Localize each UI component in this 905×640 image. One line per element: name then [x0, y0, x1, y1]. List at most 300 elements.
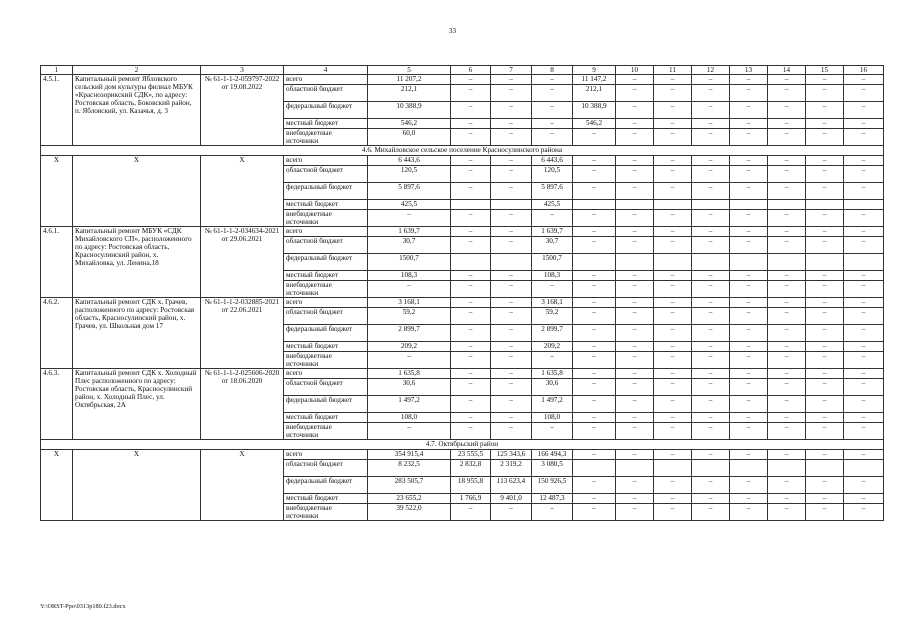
value-cell: –: [768, 396, 806, 413]
value-cell: –: [730, 183, 768, 200]
value-cell: –: [532, 119, 573, 129]
value-cell: 23 555,5: [451, 450, 491, 460]
page-number: 33: [449, 27, 456, 35]
value-cell: 108,3: [532, 271, 573, 281]
value-cell: –: [806, 379, 844, 396]
document-reference: Х: [201, 156, 284, 227]
value-cell: –: [768, 325, 806, 342]
value-cell: –: [730, 75, 768, 85]
value-cell: [616, 254, 654, 271]
value-cell: –: [451, 129, 491, 146]
value-cell: [692, 254, 730, 271]
value-cell: –: [806, 308, 844, 325]
value-cell: 3 168,1: [368, 298, 451, 308]
value-cell: –: [616, 75, 654, 85]
value-cell: 209,2: [532, 342, 573, 352]
value-cell: –: [654, 413, 692, 423]
value-cell: –: [844, 298, 884, 308]
value-cell: –: [730, 271, 768, 281]
value-cell: 12 487,3: [532, 494, 573, 504]
value-cell: –: [616, 119, 654, 129]
value-cell: –: [768, 156, 806, 166]
value-cell: 546,2: [368, 119, 451, 129]
value-cell: –: [491, 85, 532, 102]
value-cell: –: [616, 369, 654, 379]
value-cell: –: [573, 271, 616, 281]
value-cell: [573, 460, 616, 477]
value-cell: –: [616, 298, 654, 308]
value-cell: 1500,7: [532, 254, 573, 271]
value-cell: –: [844, 271, 884, 281]
value-cell: –: [730, 396, 768, 413]
value-cell: –: [573, 210, 616, 227]
value-cell: [844, 460, 884, 477]
value-cell: –: [730, 369, 768, 379]
value-cell: 9 401,0: [491, 494, 532, 504]
column-number-cell: 3: [201, 66, 284, 75]
funding-source-label: внебюджетные источники: [284, 210, 368, 227]
value-cell: –: [654, 102, 692, 119]
value-cell: –: [692, 281, 730, 298]
value-cell: –: [692, 494, 730, 504]
value-cell: [692, 460, 730, 477]
value-cell: –: [491, 210, 532, 227]
value-cell: –: [573, 396, 616, 413]
value-cell: –: [491, 396, 532, 413]
value-cell: –: [491, 227, 532, 237]
item-number: 4.6.3.: [41, 369, 73, 440]
value-cell: 108,0: [532, 413, 573, 423]
value-cell: –: [573, 308, 616, 325]
value-cell: –: [532, 281, 573, 298]
value-cell: 30,6: [368, 379, 451, 396]
funding-source-label: местный бюджет: [284, 413, 368, 423]
value-cell: –: [844, 156, 884, 166]
value-cell: [491, 200, 532, 210]
value-cell: –: [768, 166, 806, 183]
value-cell: 3 168,1: [532, 298, 573, 308]
value-cell: –: [806, 281, 844, 298]
value-cell: 11 147,2: [573, 75, 616, 85]
column-number-cell: 10: [616, 66, 654, 75]
value-cell: –: [768, 423, 806, 440]
funding-source-label: внебюджетные источники: [284, 352, 368, 369]
value-cell: –: [768, 210, 806, 227]
value-cell: [616, 460, 654, 477]
value-cell: –: [616, 156, 654, 166]
value-cell: 425,5: [368, 200, 451, 210]
value-cell: –: [491, 119, 532, 129]
value-cell: –: [844, 210, 884, 227]
value-cell: –: [730, 504, 768, 521]
funding-source-label: внебюджетные источники: [284, 423, 368, 440]
value-cell: –: [692, 75, 730, 85]
value-cell: –: [451, 85, 491, 102]
value-cell: 212,1: [368, 85, 451, 102]
value-cell: –: [692, 352, 730, 369]
value-cell: –: [730, 281, 768, 298]
value-cell: –: [491, 413, 532, 423]
value-cell: –: [692, 166, 730, 183]
value-cell: –: [654, 450, 692, 460]
value-cell: –: [451, 352, 491, 369]
funding-source-label: федеральный бюджет: [284, 102, 368, 119]
value-cell: –: [491, 271, 532, 281]
value-cell: [768, 200, 806, 210]
value-cell: –: [451, 119, 491, 129]
document-reference: № 61-1-1-2-032885-2021 от 22.06.2021: [201, 298, 284, 369]
value-cell: [768, 460, 806, 477]
value-cell: –: [730, 237, 768, 254]
value-cell: –: [368, 210, 451, 227]
value-cell: –: [730, 298, 768, 308]
value-cell: –: [654, 119, 692, 129]
value-cell: –: [844, 227, 884, 237]
funding-source-label: областной бюджет: [284, 460, 368, 477]
value-cell: 108,3: [368, 271, 451, 281]
value-cell: –: [616, 85, 654, 102]
value-cell: [654, 254, 692, 271]
value-cell: –: [451, 504, 491, 521]
value-cell: –: [692, 369, 730, 379]
column-number-cell: 15: [806, 66, 844, 75]
value-cell: –: [768, 379, 806, 396]
document-reference: № 61-1-1-2-059797-2022 от 19.08.2022: [201, 75, 284, 146]
value-cell: –: [730, 413, 768, 423]
funding-source-label: областной бюджет: [284, 379, 368, 396]
value-cell: –: [844, 423, 884, 440]
value-cell: 11 207,2: [368, 75, 451, 85]
value-cell: –: [573, 237, 616, 254]
funding-source-label: областной бюджет: [284, 166, 368, 183]
value-cell: [451, 254, 491, 271]
value-cell: –: [573, 504, 616, 521]
column-number-cell: 2: [73, 66, 201, 75]
value-cell: –: [616, 342, 654, 352]
value-cell: –: [491, 102, 532, 119]
value-cell: –: [491, 342, 532, 352]
value-cell: –: [844, 369, 884, 379]
value-cell: –: [491, 325, 532, 342]
document-reference: № 61-1-1-2-034634-2021 от 29.06.2021: [201, 227, 284, 298]
value-cell: –: [573, 450, 616, 460]
value-cell: –: [654, 352, 692, 369]
value-cell: 1 635,8: [532, 369, 573, 379]
funding-source-label: всего: [284, 298, 368, 308]
value-cell: –: [491, 379, 532, 396]
value-cell: –: [806, 183, 844, 200]
value-cell: –: [730, 119, 768, 129]
value-cell: –: [692, 102, 730, 119]
funding-source-label: внебюджетные источники: [284, 129, 368, 146]
value-cell: –: [730, 85, 768, 102]
value-cell: 108,0: [368, 413, 451, 423]
value-cell: [654, 200, 692, 210]
value-cell: –: [730, 129, 768, 146]
value-cell: –: [573, 325, 616, 342]
value-cell: –: [616, 396, 654, 413]
funding-source-label: федеральный бюджет: [284, 477, 368, 494]
table-row: [41, 75, 884, 85]
value-cell: 283 505,7: [368, 477, 451, 494]
value-cell: –: [491, 183, 532, 200]
value-cell: –: [491, 129, 532, 146]
value-cell: –: [573, 352, 616, 369]
funding-source-label: местный бюджет: [284, 494, 368, 504]
value-cell: –: [730, 494, 768, 504]
value-cell: –: [491, 308, 532, 325]
value-cell: –: [491, 156, 532, 166]
object-name: Капитальный ремонт Ябловского сельский дом культуры филиал МБУК «Краснозорикский СДК», по адресу: Ростовская область, Боковский район, п. Ябловский, ул. Казачья, д. 3: [73, 75, 201, 146]
value-cell: 2 832,8: [451, 460, 491, 477]
value-cell: 125 343,6: [491, 450, 532, 460]
funding-source-label: всего: [284, 450, 368, 460]
value-cell: –: [806, 423, 844, 440]
value-cell: –: [768, 494, 806, 504]
value-cell: –: [491, 166, 532, 183]
value-cell: –: [451, 379, 491, 396]
value-cell: 2 899,7: [532, 325, 573, 342]
value-cell: –: [806, 119, 844, 129]
value-cell: –: [616, 494, 654, 504]
value-cell: –: [532, 504, 573, 521]
funding-source-label: всего: [284, 156, 368, 166]
value-cell: –: [491, 298, 532, 308]
value-cell: –: [692, 325, 730, 342]
value-cell: –: [491, 352, 532, 369]
value-cell: –: [654, 379, 692, 396]
value-cell: 10 388,9: [368, 102, 451, 119]
value-cell: –: [692, 450, 730, 460]
value-cell: –: [806, 129, 844, 146]
value-cell: –: [844, 477, 884, 494]
value-cell: 30,7: [532, 237, 573, 254]
value-cell: –: [654, 423, 692, 440]
value-cell: –: [451, 423, 491, 440]
value-cell: –: [616, 129, 654, 146]
value-cell: –: [451, 281, 491, 298]
table-row: [41, 369, 884, 379]
value-cell: –: [730, 379, 768, 396]
value-cell: –: [844, 342, 884, 352]
value-cell: –: [654, 85, 692, 102]
section-header-row: [41, 440, 884, 450]
value-cell: –: [692, 156, 730, 166]
value-cell: –: [532, 129, 573, 146]
item-number: Х: [41, 156, 73, 227]
value-cell: –: [692, 237, 730, 254]
column-number-cell: 12: [692, 66, 730, 75]
value-cell: –: [692, 342, 730, 352]
item-number: 4.6.2.: [41, 298, 73, 369]
value-cell: 2 899,7: [368, 325, 451, 342]
value-cell: –: [616, 413, 654, 423]
value-cell: –: [451, 308, 491, 325]
value-cell: –: [806, 237, 844, 254]
value-cell: 425,5: [532, 200, 573, 210]
funding-source-label: федеральный бюджет: [284, 396, 368, 413]
value-cell: –: [616, 423, 654, 440]
value-cell: –: [844, 352, 884, 369]
value-cell: –: [806, 450, 844, 460]
value-cell: –: [451, 237, 491, 254]
value-cell: –: [451, 342, 491, 352]
value-cell: –: [692, 413, 730, 423]
value-cell: –: [692, 504, 730, 521]
value-cell: –: [730, 308, 768, 325]
value-cell: 166 494,3: [532, 450, 573, 460]
value-cell: –: [806, 85, 844, 102]
value-cell: –: [573, 369, 616, 379]
value-cell: 59,2: [532, 308, 573, 325]
value-cell: 30,6: [532, 379, 573, 396]
value-cell: 2 319,2: [491, 460, 532, 477]
column-number-cell: 4: [284, 66, 368, 75]
value-cell: –: [768, 237, 806, 254]
value-cell: –: [692, 129, 730, 146]
value-cell: –: [806, 325, 844, 342]
value-cell: –: [616, 450, 654, 460]
value-cell: –: [654, 342, 692, 352]
value-cell: 120,5: [532, 166, 573, 183]
value-cell: 6 443,6: [532, 156, 573, 166]
value-cell: 1500,7: [368, 254, 451, 271]
value-cell: –: [692, 477, 730, 494]
value-cell: –: [654, 271, 692, 281]
value-cell: –: [692, 271, 730, 281]
value-cell: –: [692, 227, 730, 237]
column-number-cell: 7: [491, 66, 532, 75]
value-cell: –: [616, 352, 654, 369]
column-number-cell: 14: [768, 66, 806, 75]
value-cell: –: [368, 423, 451, 440]
value-cell: –: [768, 413, 806, 423]
column-number-cell: 16: [844, 66, 884, 75]
value-cell: –: [730, 477, 768, 494]
value-cell: –: [451, 271, 491, 281]
value-cell: 23 655,2: [368, 494, 451, 504]
value-cell: –: [368, 281, 451, 298]
value-cell: –: [806, 396, 844, 413]
value-cell: –: [806, 210, 844, 227]
value-cell: –: [616, 504, 654, 521]
value-cell: –: [573, 423, 616, 440]
value-cell: [616, 200, 654, 210]
value-cell: –: [844, 308, 884, 325]
value-cell: –: [806, 156, 844, 166]
column-number-cell: 5: [368, 66, 451, 75]
funding-source-label: внебюджетные источники: [284, 281, 368, 298]
value-cell: –: [573, 129, 616, 146]
value-cell: 5 897,6: [532, 183, 573, 200]
value-cell: –: [692, 183, 730, 200]
value-cell: –: [573, 281, 616, 298]
object-name: Х: [73, 450, 201, 521]
value-cell: –: [654, 477, 692, 494]
value-cell: 18 955,8: [451, 477, 491, 494]
table-row: [41, 450, 884, 460]
value-cell: 3 080,5: [532, 460, 573, 477]
value-cell: –: [654, 237, 692, 254]
value-cell: –: [573, 183, 616, 200]
value-cell: –: [844, 504, 884, 521]
value-cell: –: [806, 298, 844, 308]
value-cell: –: [573, 166, 616, 183]
value-cell: –: [451, 75, 491, 85]
section-title: 4.7. Октябрьский район: [41, 440, 884, 450]
column-number-row: [41, 66, 884, 75]
value-cell: [768, 254, 806, 271]
value-cell: –: [730, 342, 768, 352]
value-cell: –: [730, 325, 768, 342]
value-cell: –: [491, 423, 532, 440]
value-cell: –: [844, 166, 884, 183]
value-cell: –: [654, 227, 692, 237]
value-cell: –: [616, 271, 654, 281]
value-cell: 150 926,5: [532, 477, 573, 494]
value-cell: –: [451, 183, 491, 200]
value-cell: [730, 200, 768, 210]
funding-source-label: всего: [284, 227, 368, 237]
value-cell: –: [768, 227, 806, 237]
value-cell: –: [768, 85, 806, 102]
value-cell: 1 497,2: [368, 396, 451, 413]
value-cell: –: [616, 308, 654, 325]
value-cell: –: [730, 423, 768, 440]
value-cell: –: [768, 281, 806, 298]
value-cell: –: [573, 342, 616, 352]
value-cell: –: [768, 450, 806, 460]
value-cell: –: [451, 102, 491, 119]
budget-table: [40, 65, 884, 521]
value-cell: –: [451, 298, 491, 308]
value-cell: –: [451, 413, 491, 423]
value-cell: –: [806, 102, 844, 119]
value-cell: –: [806, 227, 844, 237]
value-cell: –: [768, 183, 806, 200]
file-path-footer: Y:\ORST-Ppo\0313p180.f23.docx: [40, 603, 126, 610]
funding-source-label: федеральный бюджет: [284, 183, 368, 200]
value-cell: –: [451, 210, 491, 227]
object-name: Капитальный ремонт СДК х. Холодный Плес расположенного по адресу: Ростовская область, Красносулинский район, х. Холодный Плес, ул. Октябрьская, 2А: [73, 369, 201, 440]
value-cell: –: [616, 281, 654, 298]
value-cell: [654, 460, 692, 477]
column-number-cell: 13: [730, 66, 768, 75]
value-cell: 209,2: [368, 342, 451, 352]
object-name: Капитальный ремонт СДК х. Грачев, расположенного по адресу: Ростовская область, Красносулинский район, х. Грачев, ул. Школьная дом 17: [73, 298, 201, 369]
value-cell: –: [768, 75, 806, 85]
value-cell: –: [616, 210, 654, 227]
value-cell: –: [768, 477, 806, 494]
value-cell: 59,2: [368, 308, 451, 325]
value-cell: 8 232,5: [368, 460, 451, 477]
value-cell: 1 635,8: [368, 369, 451, 379]
value-cell: –: [532, 352, 573, 369]
value-cell: –: [692, 379, 730, 396]
value-cell: –: [730, 352, 768, 369]
value-cell: –: [573, 494, 616, 504]
value-cell: –: [451, 325, 491, 342]
document-reference: № 61-1-1-2-025606-2020 от 18.06.2020: [201, 369, 284, 440]
value-cell: –: [616, 477, 654, 494]
value-cell: –: [692, 85, 730, 102]
value-cell: –: [451, 227, 491, 237]
value-cell: –: [806, 413, 844, 423]
column-number-cell: 8: [532, 66, 573, 75]
value-cell: –: [844, 494, 884, 504]
funding-source-label: местный бюджет: [284, 119, 368, 129]
value-cell: –: [768, 102, 806, 119]
